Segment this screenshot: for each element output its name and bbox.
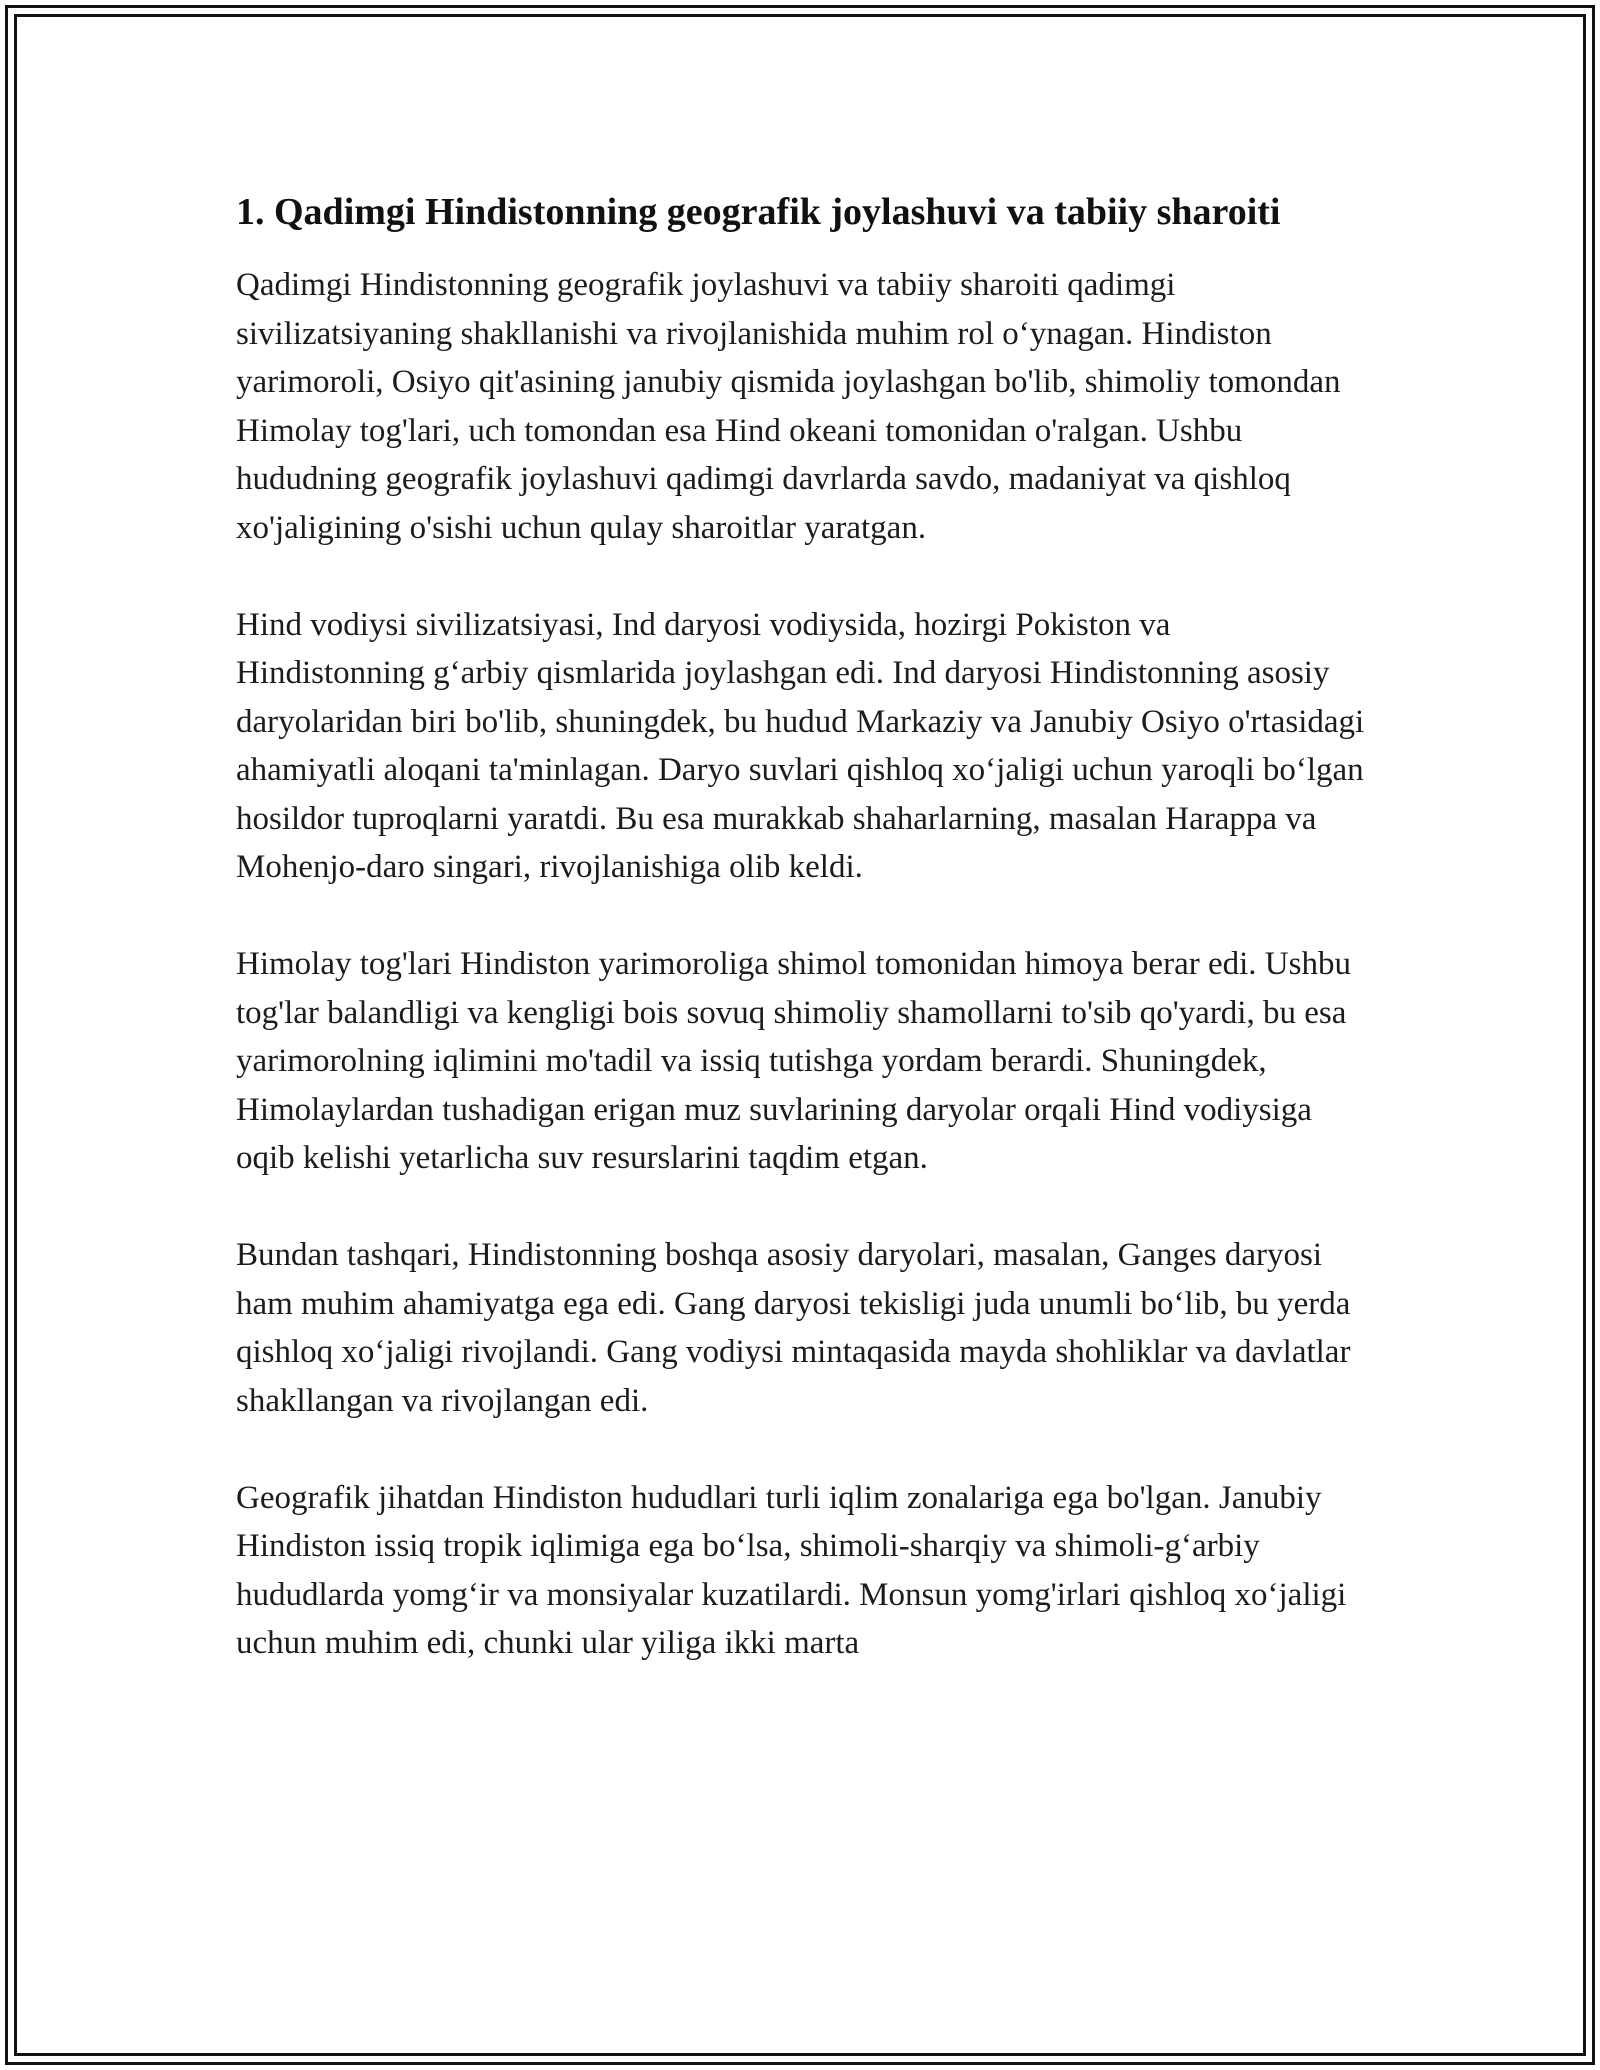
document-body [236,185,1366,1716]
paragraph-4: Bundan tashqari, Hindistonning boshqa asosiy daryolari, masalan, Ganges daryosi ham muhim ahamiyatga ega edi. Gang daryosi tekisligi juda unumli boʻlib, bu yerda qishloq xoʻjaligi rivojlandi. Gang vodiysi mintaqasida mayda shohliklar va davlatlar shakllangan va rivojlangan edi. [236,1237,1351,1419]
paragraph-1: Qadimgi Hindistonning geografik joylashuvi va tabiiy sharoiti qadimgi sivilizatsiyaning shakllanishi va rivojlanishida muhim rol oʻynagan. Hindiston yarimoroli, Osiyo qit'asining janubiy qismida joylashgan bo'lib, shimoliy tomondan Himolay tog'lari, uch tomondan esa Hind okeani tomonidan o'ralgan. Ushbu hududning geografik joylashuvi qadimgi davrlarda savdo, madaniyat va qishloq xo'jaligining o'sishi uchun qulay sharoitlar yaratgan. [236,267,1341,546]
paragraph-2: Hind vodiysi sivilizatsiyasi, Ind daryosi vodiysida, hozirgi Pokiston va Hindistonning gʻarbiy qismlarida joylashgan edi. Ind daryosi Hindistonning asosiy daryolaridan biri bo'lib, shuningdek, bu hudud Markaziy va Janubiy Osiyo o'rtasidagi ahamiyatli aloqani ta'minlagan. Daryo suvlari qishloq xoʻjaligi uchun yaroqli boʻlgan hosildor tuproqlarni yaratdi. Bu esa murakkab shaharlarning, masalan Harappa va Mohenjo-daro singari, rivojlanishiga olib keldi. [236,606,1365,885]
section-heading: 1. Qadimgi Hindistonning geografik joylashuvi va tabiiy sharoiti [236,191,1281,233]
paragraph-3: Himolay tog'lari Hindiston yarimoroliga shimol tomonidan himoya berar edi. Ushbu tog'lar balandligi va kengligi bois sovuq shimoliy shamollarni to'sib qo'yardi, bu esa yarimorolning iqlimini mo'tadil va issiq tutishga yordam berardi. Shuningdek, Himolaylardan tushadigan erigan muz suvlarining daryolar orqali Hind vodiysiga oqib kelishi yetarlicha suv resurslarini taqdim etgan. [236,946,1351,1176]
paragraph-5: Geografik jihatdan Hindiston hududlari turli iqlim zonalariga ega bo'lgan. Janubiy Hindiston issiq tropik iqlimiga ega boʻlsa, shimoli-sharqiy va shimoli-gʻarbiy hududlarda yomgʻir va monsiyalar kuzatilardi. Monsun yomg'irlari qishloq xoʻjaligi uchun muhim edi, chunki ular yiliga ikki marta [236,1479,1347,1661]
